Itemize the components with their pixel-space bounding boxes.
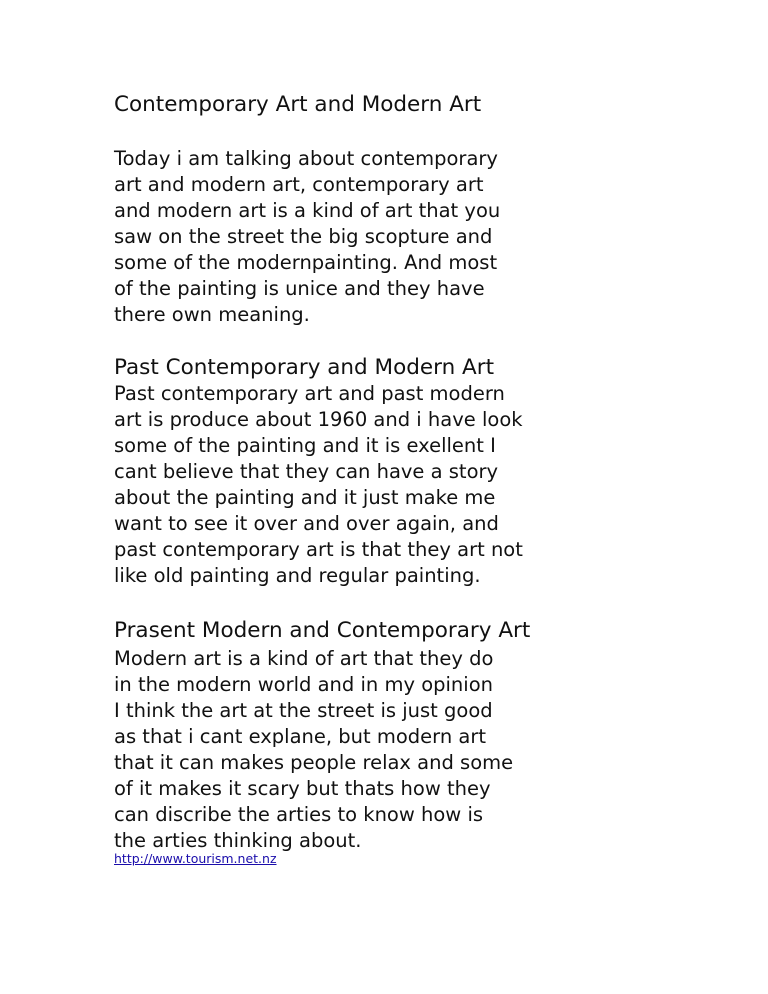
- paragraph-line: can discribe the arties to know how is: [114, 803, 484, 826]
- paragraph-line: past contemporary art is that they art not: [114, 538, 523, 561]
- paragraph-line: about the painting and it just make me: [114, 486, 496, 509]
- paragraph-line: there own meaning.: [114, 303, 310, 326]
- paragraph-line: Past contemporary art and past modern: [114, 382, 505, 405]
- paragraph-line: Modern art is a kind of art that they do: [114, 647, 494, 670]
- paragraph-line: some of the modernpainting. And most: [114, 251, 498, 274]
- paragraph-line: art and modern art, contemporary art: [114, 173, 484, 196]
- document-title: Contemporary Art and Modern Art: [114, 92, 482, 117]
- paragraph-line: in the modern world and in my opinion: [114, 673, 493, 696]
- paragraph-line: I think the art at the street is just good: [114, 699, 493, 722]
- paragraph-line: saw on the street the big scopture and: [114, 225, 493, 248]
- section-heading-past: Past Contemporary and Modern Art: [114, 355, 495, 380]
- paragraph-line: as that i cant explane, but modern art: [114, 725, 487, 748]
- source-link[interactable]: http://www.tourism.net.nz: [114, 851, 277, 866]
- paragraph-line: that it can makes people relax and some: [114, 751, 514, 774]
- paragraph-line: the arties thinking about.: [114, 829, 362, 852]
- intro-paragraph: [114, 146, 500, 328]
- paragraph-line: want to see it over and over again, and: [114, 512, 499, 535]
- paragraph-line: cant believe that they can have a story: [114, 460, 499, 483]
- section-paragraph-past: [114, 381, 523, 589]
- paragraph-line: of the painting is unice and they have: [114, 277, 485, 300]
- paragraph-line: of it makes it scary but thats how they: [114, 777, 491, 800]
- paragraph-line: like old painting and regular painting.: [114, 564, 481, 587]
- paragraph-line: and modern art is a kind of art that you: [114, 199, 501, 222]
- paragraph-line: Today i am talking about contemporary: [114, 147, 498, 170]
- section-heading-present: Prasent Modern and Contemporary Art: [114, 618, 531, 643]
- paragraph-line: art is produce about 1960 and i have look: [114, 408, 523, 431]
- section-paragraph-present: [114, 646, 513, 854]
- paragraph-line: some of the painting and it is exellent I: [114, 434, 496, 457]
